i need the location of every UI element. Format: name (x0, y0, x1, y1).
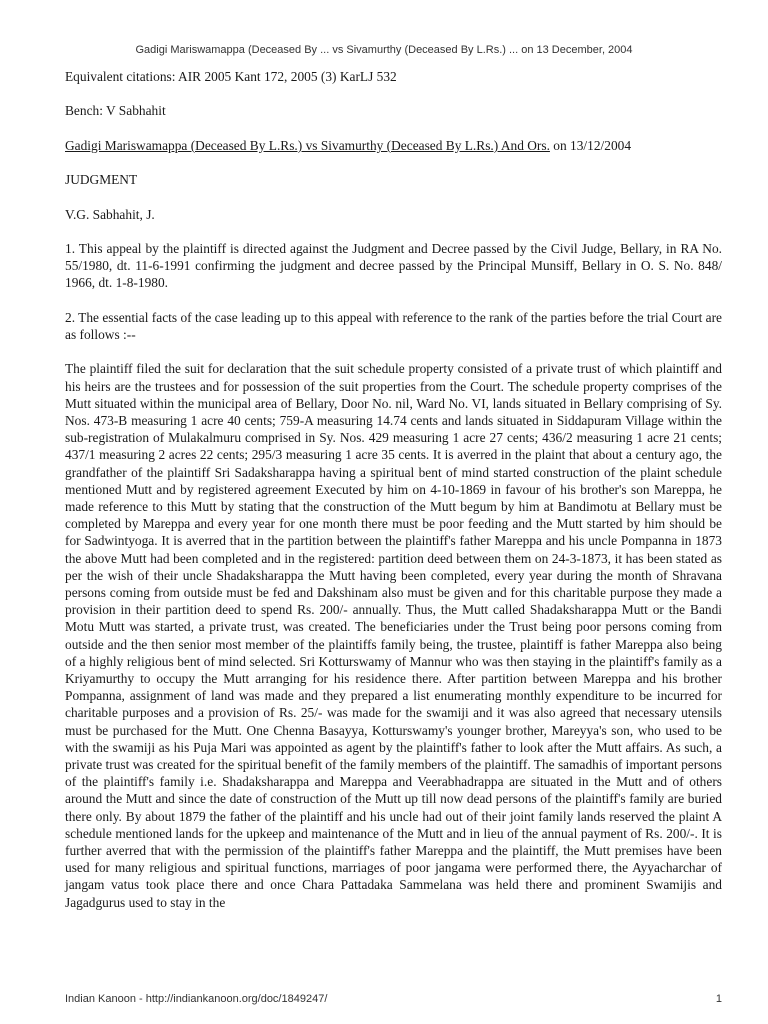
page-footer (65, 993, 722, 1005)
judge-name: V.G. Sabhahit, J. (65, 206, 155, 222)
paragraph-2: 2. The essential facts of the case leading up to this appeal with reference to the rank of the parties before the trial Court are as follows :-- (65, 309, 722, 342)
page-header (0, 44, 768, 56)
case-title-line (65, 137, 722, 154)
footer-source: Indian Kanoon - http://indiankanoon.org/doc/1849247/ (65, 993, 328, 1005)
case-title-link[interactable]: Gadigi Mariswamappa (Deceased By L.Rs.) vs Sivamurthy (Deceased By L.Rs.) And Ors. (65, 137, 550, 153)
document-body (65, 68, 722, 911)
running-title: Gadigi Mariswamappa (Deceased By ... vs Sivamurthy (Deceased By L.Rs.) ... on 13 December, 2004 (135, 44, 633, 56)
section-heading: JUDGMENT (65, 172, 138, 188)
paragraph-1: 1. This appeal by the plaintiff is directed against the Judgment and Decree passed by the Civil Judge, Bellary, in RA No. 55/1980, dt. 11-6-1991 confirming the judgment and decree passed by the Principal Munsiff, Bellary in O. S. No. 848/ 1966, dt. 1-8-1980. (65, 240, 722, 291)
bench: Bench: V Sabhahit (65, 103, 166, 119)
paragraph-3: The plaintiff filed the suit for declaration that the suit schedule property consisted of a private trust of which plaintiff and his heirs are the trustees and for possession of the suit properties from the Court. The schedule property comprises of the Mutt situated within the municipal area of Bellary, Door No. nil, Ward No. VI, lands situated in Bellary comprising of Sy. Nos. 473-B measuring 1 acre 40 cents; 759-A measuring 14.74 cents and lands situated in Siddapuram Village within the sub-registration of Mulakalmuru comprised in Sy. Nos. 429 measuring 1 acre 27 cents; 436/2 measuring 1 acre 21 cents; 437/1 measuring 2 acres 22 cents; 295/3 measuring 1 acre 35 cents. It is averred in the plaint that about a century ago, the grandfather of the plaintiff Sri Sadaksharappa having a spiritual bent of mind started construction of the plaint schedule mentioned Mutt and by registered agreement Executed by him on 4-10-1869 in favour of his brother's son Mareppa, he made reference to this Mutt by stating that the construction of the Mutt begum by him at Bandimotu at Bellary must be completed by Mareppa and every year for one month there must be poor feeding and the Mutt started by him should be for Sadwintyoga. It is averred that in the partition between the plaintiff's father Mareppa and his uncle Pompanna in 1873 the above Mutt had been completed and in the registered: partition deed between them on 24-3-1873, it has been stated as per the wish of their uncle Shadaksharappa the Mutt having been completed, every year during the month of Shravana persons coming from outside must be fed and Dakshinam also must be given and for this charitable purpose they made a provision in their partition deed to spend Rs. 200/- annually. Thus, the Mutt called Shadaksharappa Mutt or the Bandi Motu Mutt was started, a private trust, was created. The beneficiaries under the Trust being poor persons coming from outside and the then senior most member of the plaintiffs family being, the trustee, plaintiff is father Mareppa also being of a highly religious bent of mind selected. Sri Kotturswamy of Mannur who was then staying in the plaintiff's family as a Kriyamurthy to occupy the Mutt arranging for his residence there. After partition between Mareppa and his brother Pompanna, assignment of land was made and they prepared a list enumerating monthly expenditure to be incurred for charitable purposes and a provision of Rs. 25/- was made for the swamiji and it was also agreed that necessary utensils must be purchased for the Mutt. One Chenna Basayya, Kotturswamy's younger brother, Mareyya's son, who used to be with the swamiji as his Puja Mari was appointed as agent by the plaintiff's father to look after the Mutt affairs. As such, a private trust was created for the spiritual benefit of the family members of the plaintiff. The samadhis of important persons of the plaintiff's family i.e. Shadaksharappa and Mareppa and Veerabhadrappa are situated in the Mutt and of others around the Mutt and since the date of construction of the Mutt up till now dead persons of the plaintiff's family are buried there only. By about 1879 the father of the plaintiff and his uncle had out of their joint family lands reserved the plaint A schedule mentioned lands for the upkeep and maintenance of the Mutt and in lieu of the annual payment of Rs. 200/-. It is further averred that with the permission of the plaintiff's father Mareppa and the plaintiff, the Mutt premises have been used for many religious and spiritual functions, marriages of poor jangama were performed there, the Ayyacharchar of jangam vatus took place there and once Chara Pattadaka Sammelana was held there and prominent Swamijis and Jagadgurus used to stay in the (65, 361, 722, 910)
equivalent-citations: Equivalent citations: AIR 2005 Kant 172, 2005 (3) KarLJ 532 (65, 69, 397, 84)
case-date: on 13/12/2004 (549, 137, 632, 153)
page-number: 1 (715, 993, 722, 1005)
